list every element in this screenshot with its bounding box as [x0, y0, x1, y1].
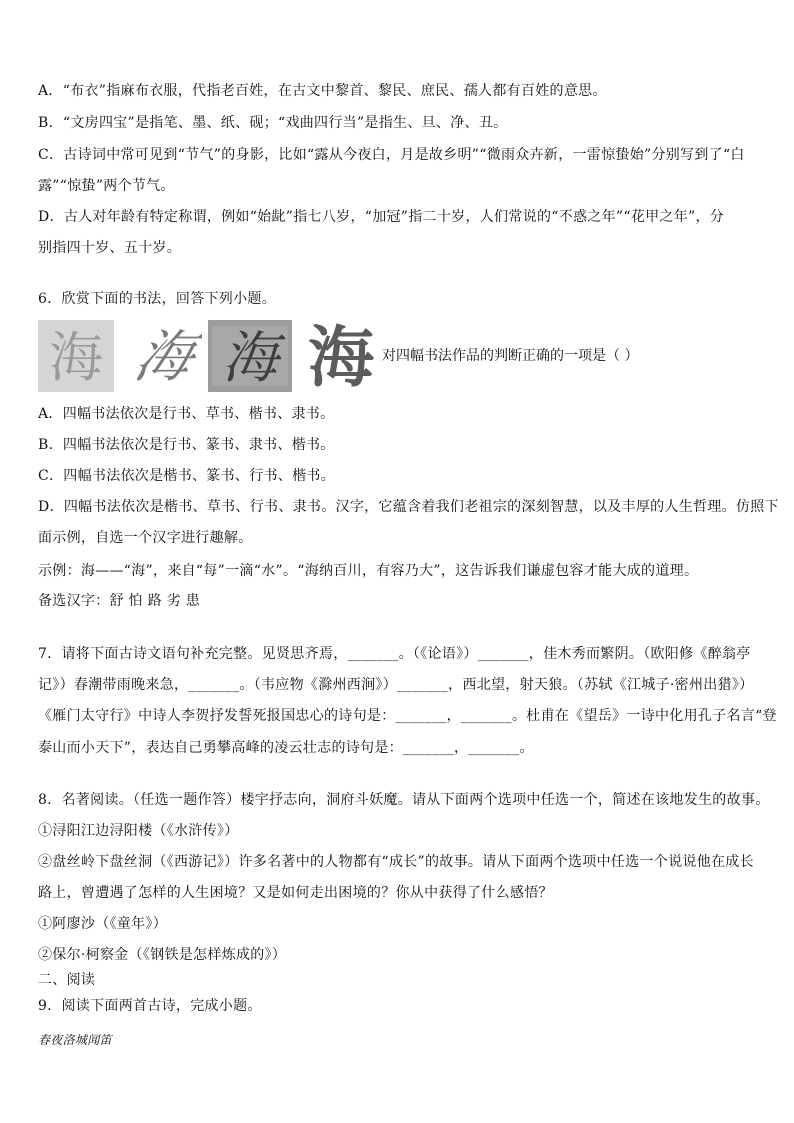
calligraphy-image-2 — [122, 320, 202, 392]
calligraphy-glyph-4: 海 — [308, 320, 374, 392]
section-heading-reading: 二、阅读 — [38, 972, 96, 988]
q5-option-d: D．古人对年龄有特定称谓，例如“始龀”指七八岁，“加冠”指二十岁，人们常说的“不惑之年”“花甲之年”，分 — [38, 209, 725, 225]
q6-option-c: C．四幅书法依次是楷书、篆书、行书、楷书。 — [38, 468, 336, 484]
calligraphy-glyph-2: 海 — [128, 324, 201, 390]
q7-line-4: 泰山而小天下”，表达自己勇攀高峰的凌云壮志的诗句是：_______，_______。 — [38, 740, 534, 756]
q5-option-c: C．古诗词中常可见到“节气”的身影，比如“露从今夜白，月是故乡明”“微雨众卉新，一雷惊蛰始”分别写到了“白 — [38, 147, 745, 163]
q6-option-b: B．四幅书法依次是行书、篆书、隶书、楷书。 — [38, 437, 335, 453]
q6-option-a: A．四幅书法依次是行书、草书、楷书、隶书。 — [38, 406, 335, 422]
q7-line-3: 《雁门太守行》中诗人李贺抒发誓死报国忠心的诗句是：_______，_______。杜甫在《望岳》一诗中化用孔子名言“登 — [38, 708, 777, 724]
calligraphy-row — [38, 320, 758, 392]
q6-example: 示例：海——“海”，来自“每”一滴“水”。“海纳百川，有容乃大”，这告诉我们谦虚包容才能大成的道理。 — [38, 563, 699, 579]
q8-line-4: 路上，曾遭遇了怎样的人生困境？又是如何走出困境的？你从中获得了什么感悟？ — [38, 885, 553, 901]
q6-title: 6．欣赏下面的书法，回答下列小题。 — [38, 291, 277, 307]
q7-line-2: 记》）春潮带雨晚来急，_______。（韦应物《滁州西涧》）_______，西北望，射天狼。（苏轼《江城子·密州出猎》） — [38, 677, 754, 693]
q8-line-1: 8．名著阅读。（任选一题作答）楼宇抒志向，洞府斗妖魔。请从下面两个选项中任选一个，简述在该地发生的故事。 — [38, 792, 770, 808]
q9-title: 9．阅读下面两首古诗，完成小题。 — [38, 998, 262, 1014]
q5-option-a: A．“布衣”指麻布衣服，代指老百姓，在古文中黎首、黎民、庶民、孺人都有百姓的意思。 — [38, 83, 607, 99]
calligraphy-glyph-3: 海 — [222, 326, 278, 391]
calligraphy-image-3 — [208, 320, 292, 392]
q8-line-3: ②盘丝岭下盘丝洞（《西游记》）许多名著中的人物都有“成长”的故事。请从下面两个选项中任选一个说说他在成长 — [38, 854, 754, 870]
calligraphy-glyph-1: 海 — [49, 326, 103, 389]
q6-candidates: 备选汉字：舒 怕 路 劣 患 — [38, 593, 200, 609]
q6-question: 对四幅书法作品的判断正确的一项是（ ） — [382, 348, 639, 364]
q5-option-c-cont: 露”“惊蛰”两个节气。 — [38, 178, 175, 194]
q8-line-6: ②保尔·柯察金（《钢铁是怎样炼成的》） — [38, 947, 287, 963]
calligraphy-image-1 — [38, 320, 114, 392]
poem-title: 春夜洛城闻笛 — [38, 1033, 112, 1047]
q8-line-2: ①浔阳江边浔阳楼（《水浒传》） — [38, 823, 239, 839]
q5-option-b: B．“文房四宝”是指笔、墨、纸、砚；“戏曲四行当”是指生、旦、净、丑。 — [38, 115, 508, 131]
q6-option-d-cont: 面示例，自选一个汉字进行趣解。 — [38, 530, 253, 546]
calligraphy-image-4 — [302, 320, 380, 392]
q8-line-5: ①阿廖沙（《童年》） — [38, 916, 167, 932]
q7-line-1: 7．请将下面古诗文语句补充完整。见贤思齐焉，_______。（《论语》）_______，佳木秀而繁阴。（欧阳修《醉翁亭 — [38, 646, 751, 662]
q6-option-d: D．四幅书法依次是楷书、草书、行书、隶书。汉字，它蕴含着我们老祖宗的深刻智慧，以及丰厚的人生哲理。仿照下 — [38, 499, 779, 515]
q5-option-d-cont: 别指四十岁、五十岁。 — [38, 240, 181, 256]
